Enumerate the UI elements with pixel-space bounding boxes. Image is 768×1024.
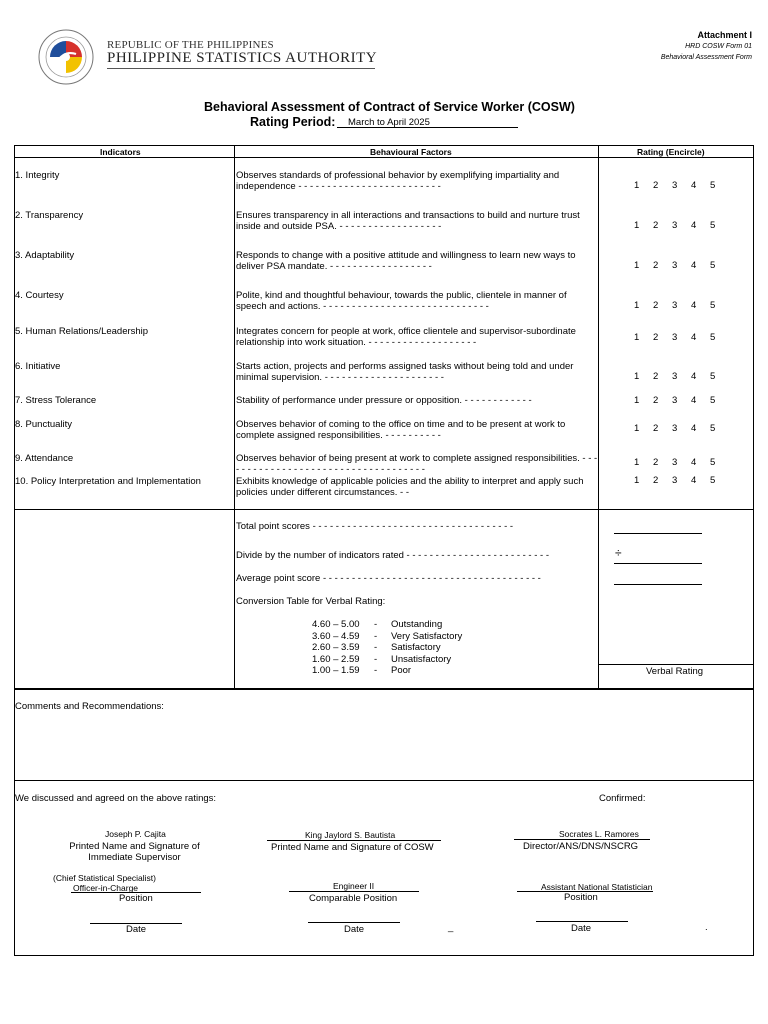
rating-scale-integrity[interactable]: 1 2 3 4 5 (634, 180, 716, 191)
indicator-initiative: 6. Initiative (15, 361, 61, 372)
indicator-courtesy: 4. Courtesy (15, 290, 64, 301)
cosw-date-caption: Date (344, 924, 365, 935)
factor-punctuality: Observes behavior of coming to the office on time and to be present at work to complete assigned responsibilities. - - - - - - - - - - (236, 419, 566, 441)
agreed-label: We discussed and agreed on the above ratings: (15, 793, 217, 804)
indicator-punctuality: 8. Punctuality (15, 419, 73, 430)
page-title: Behavioral Assessment of Contract of Service Worker (COSW) (204, 100, 575, 114)
director-name[interactable]: Socrates L. Ramores (559, 829, 639, 839)
factor-policy: Exhibits knowledge of applicable policies and the ability to interpret and apply such policies under different circumstances. - - (236, 476, 584, 498)
attachment-label: Attachment I (697, 30, 752, 40)
republic-text: REPUBLIC OF THE PHILIPPINES (107, 39, 274, 51)
conversion-table (312, 619, 462, 677)
rating-scale-human-relations[interactable]: 1 2 3 4 5 (634, 332, 716, 343)
form-name: Behavioral Assessment Form (660, 54, 752, 61)
comments-label: Comments and Recommendations: (15, 701, 164, 712)
rating-scale-initiative[interactable]: 1 2 3 4 5 (634, 371, 716, 382)
psa-logo (34, 28, 396, 86)
director-caption: Director/ANS/DNS/NSCRG (523, 841, 639, 852)
rating-scale-policy[interactable]: 1 2 3 4 5 (634, 475, 716, 486)
cosw-caption: Printed Name and Signature of COSW (271, 842, 434, 853)
supervisor-caption: Printed Name and Signature of Immediate Supervisor (69, 841, 200, 863)
factor-attendance: Observes behavior of being present at work to complete assigned responsibilities. - - - - - - - - - - - - - - - - - - - - - - - - - - - - - - - - - - - - (236, 453, 598, 475)
agency-name: PHILIPPINE STATISTICS AUTHORITY (107, 50, 378, 66)
indicator-adaptability: 3. Adaptability (15, 250, 75, 261)
col-rating-header: Rating (Encircle) (637, 147, 705, 157)
rating-scale-stress-tolerance[interactable]: 1 2 3 4 5 (634, 395, 716, 406)
rating-scale-adaptability[interactable]: 1 2 3 4 5 (634, 260, 716, 271)
period-mark: . (705, 922, 708, 933)
supervisor-position-line1: (Chief Statistical Specialist) (53, 873, 156, 883)
rating-scale-punctuality[interactable]: 1 2 3 4 5 (634, 423, 716, 434)
total-point-scores-label: Total point scores - - - - - - - - - - - - - - - - - - - - - - - - - - - - - - - - - - - (236, 521, 514, 532)
comments-area[interactable] (15, 714, 753, 778)
supervisor-date-caption: Date (126, 924, 147, 935)
indicators-rated-field[interactable] (614, 563, 702, 564)
divide-label: Divide by the number of indicators rated - - - - - - - - - - - - - - - - - - - - - - - - - (236, 550, 549, 561)
col-indicators-header: Indicators (100, 147, 141, 157)
supervisor-position-line2[interactable]: Officer-in-Charge (73, 883, 139, 893)
indicator-attendance: 9. Attendance (15, 453, 74, 464)
director-position-value[interactable]: Assistant National Statistician (541, 882, 653, 892)
average-point-field[interactable] (614, 584, 702, 585)
director-date-caption: Date (571, 923, 592, 934)
rating-scale-transparency[interactable]: 1 2 3 4 5 (634, 220, 716, 231)
comparable-position-caption: Comparable Position (309, 893, 398, 904)
rating-period-label: Rating Period: (250, 115, 336, 129)
rating-scale-attendance[interactable]: 1 2 3 4 5 (634, 457, 716, 468)
factor-initiative: Starts action, projects and performs assigned tasks without being told and under minimal supervision. - - - - - - - - - - - - - - - - - - - - - (236, 361, 574, 383)
factor-transparency: Ensures transparency in all interactions and transactions to build and nurture trust inside and outside PSA. - - - - - - - - - - - - - - - - - - (236, 210, 580, 232)
form-code: HRD COSW Form 01 (685, 43, 752, 50)
conversion-row: 1.60 – 2.59 - Unsatisfactory (312, 653, 452, 665)
comparable-position-value[interactable]: Engineer II (333, 881, 375, 891)
rating-scale-courtesy[interactable]: 1 2 3 4 5 (634, 300, 716, 311)
supervisor-position-caption: Position (119, 893, 153, 904)
supervisor-name[interactable]: Joseph P. Cajita (105, 829, 166, 839)
director-position-caption: Position (564, 892, 598, 903)
indicator-integrity: 1. Integrity (15, 170, 60, 181)
cosw-date-field[interactable] (308, 922, 400, 923)
cosw-name[interactable]: King Jaylord S. Bautista (305, 830, 396, 840)
factor-adaptability: Responds to change with a positive attitude and willingness to learn new ways to deliver PSA mandate. - - - - - - - - - - - - - - - - - - (236, 250, 576, 272)
factor-integrity: Observes standards of professional behavior by exemplifying impartiality and independence - - - - - - - - - - - - - - - - - - - - - - - - - (236, 170, 560, 192)
total-point-scores-field[interactable] (614, 533, 702, 534)
psa-seal-icon (36, 28, 100, 86)
confirmed-label: Confirmed: (599, 793, 646, 804)
verbal-rating-label: Verbal Rating (646, 666, 704, 677)
average-label: Average point score - - - - - - - - - - - - - - - - - - - - - - - - - - - - - - - - - - - - - - (236, 573, 541, 584)
underscore-mark: _ (448, 922, 454, 933)
divide-symbol: ÷ (615, 546, 622, 560)
conversion-row: 2.60 – 3.59 - Satisfactory (312, 642, 441, 653)
director-date-field[interactable] (536, 921, 628, 922)
conversion-row: 3.60 – 4.59 - Very Satisfactory (312, 630, 463, 642)
factor-human-relations: Integrates concern for people at work, office clientele and supervisor-subordinate relationship into work situation. - - - - - - - - - - - - - - - - - - - (236, 326, 576, 348)
indicator-policy: 10. Policy Interpretation and Implementation (15, 476, 201, 487)
conversion-row: 4.60 – 5.00 - Outstanding (312, 619, 443, 630)
rating-period-value[interactable]: March to April 2025 (348, 117, 430, 128)
indicator-stress-tolerance: 7. Stress Tolerance (15, 395, 97, 406)
conversion-row: 1.00 – 1.59 - Poor (312, 665, 412, 676)
factor-stress-tolerance: Stability of performance under pressure or opposition. - - - - - - - - - - - - (236, 395, 532, 406)
indicator-transparency: 2. Transparency (15, 210, 84, 221)
indicator-human-relations: 5. Human Relations/Leadership (15, 326, 149, 337)
factor-courtesy: Polite, kind and thoughtful behaviour, towards the public, clientele in manner of speech and actions. - - - - - - - - - - - - - - - - - - - - - - - - - - - - - (236, 290, 567, 312)
conversion-title: Conversion Table for Verbal Rating: (236, 596, 386, 607)
col-factors-header: Behavioural Factors (370, 147, 452, 157)
